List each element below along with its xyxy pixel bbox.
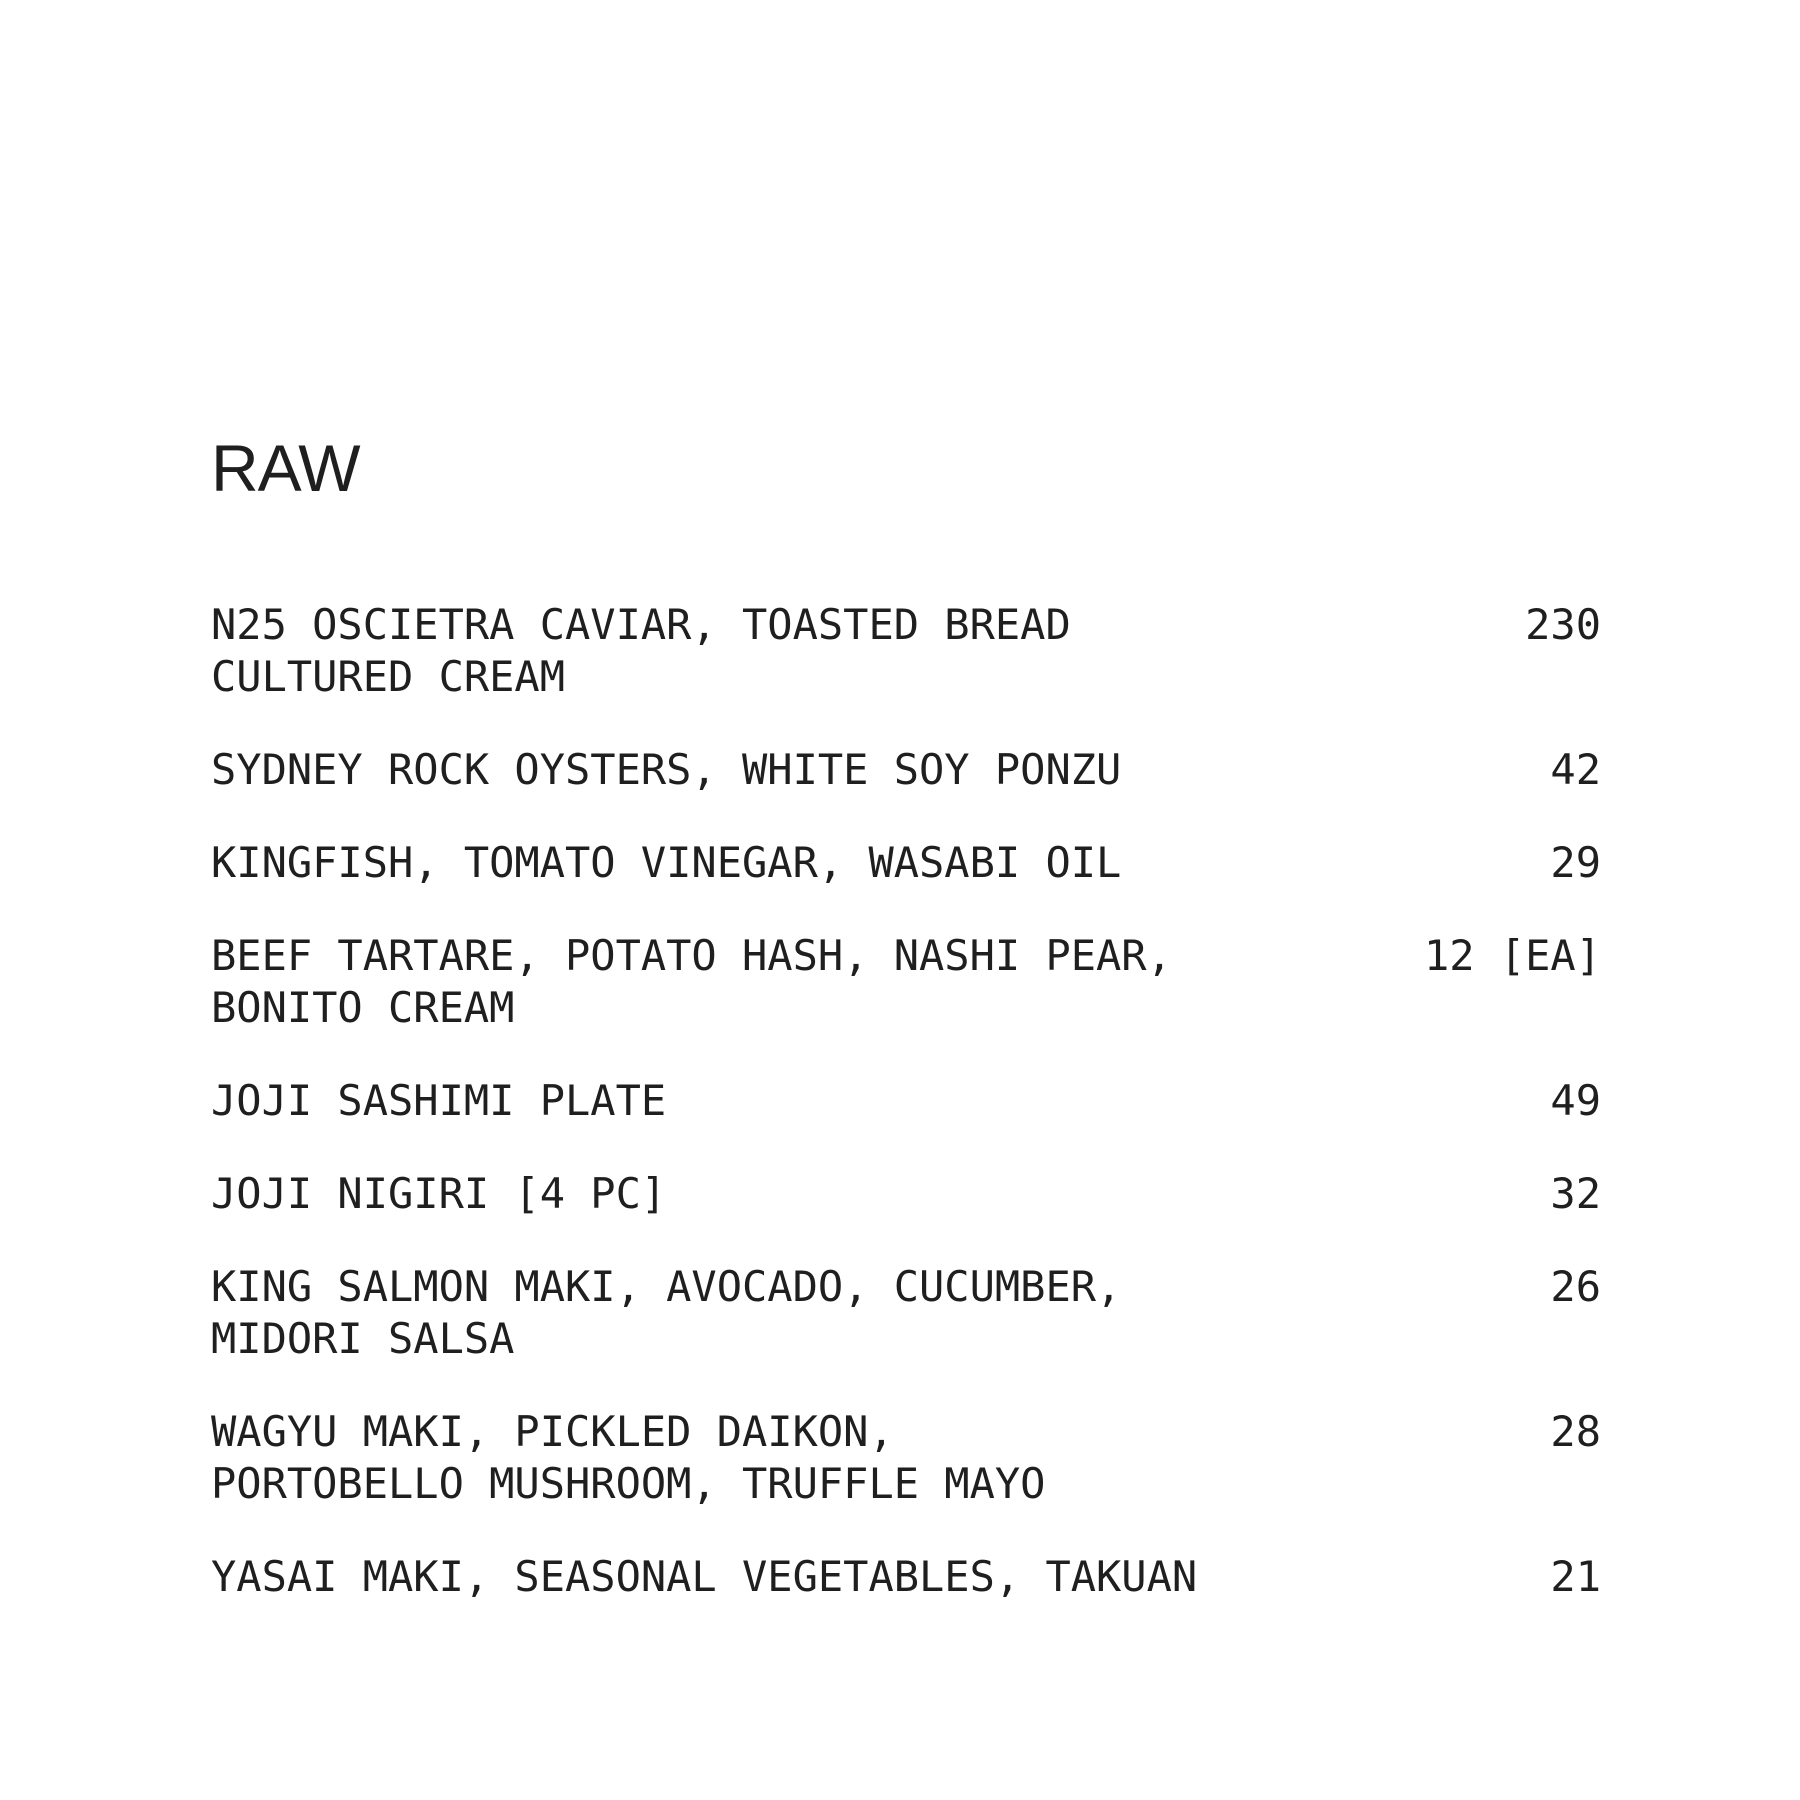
raw-menu-section [211,431,1601,1644]
menu-item-price: 49 [1550,1076,1601,1125]
menu-item-name: JOJI NIGIRI [4 PC] [211,1169,667,1218]
menu-item-price: 230 [1525,600,1601,649]
menu-item-price: 28 [1550,1407,1601,1456]
menu-item-price: 21 [1550,1552,1601,1601]
menu-item-price: 29 [1550,838,1601,887]
menu-item-name: BEEF TARTARE, POTATO HASH, NASHI PEAR, BONITO CREAM [211,931,1172,1032]
menu-item-price: 12 [EA] [1423,931,1601,980]
menu-item-sashimi-plate [211,1075,1601,1127]
menu-item-name: SYDNEY ROCK OYSTERS, WHITE SOY PONZU [211,745,1122,794]
menu-item-name: YASAI MAKI, SEASONAL VEGETABLES, TAKUAN [211,1552,1198,1601]
section-title: RAW [211,431,360,505]
menu-item-price: 26 [1550,1262,1601,1311]
menu-item-price: 32 [1550,1169,1601,1218]
menu-item-name: KING SALMON MAKI, AVOCADO, CUCUMBER, MIDORI SALSA [211,1262,1122,1363]
menu-item-name: JOJI SASHIMI PLATE [211,1076,667,1125]
menu-item-name: KINGFISH, TOMATO VINEGAR, WASABI OIL [211,838,1122,887]
menu-item-kingfish [211,837,1601,889]
menu-item-nigiri [211,1168,1601,1220]
menu-item-yasai-maki [211,1551,1601,1603]
menu-item-name: N25 OSCIETRA CAVIAR, TOASTED BREAD CULTURED CREAM [211,600,1071,701]
menu-item-oysters [211,744,1601,796]
menu-item-wagyu-maki [211,1406,1601,1510]
menu-item-caviar [211,599,1601,703]
menu-item-price: 42 [1550,745,1601,794]
menu-item-name: WAGYU MAKI, PICKLED DAIKON, PORTOBELLO MUSHROOM, TRUFFLE MAYO [211,1407,1046,1508]
menu-item-king-salmon-maki [211,1261,1601,1365]
menu-item-beef-tartare [211,930,1601,1034]
menu-item-list [211,599,1601,1603]
